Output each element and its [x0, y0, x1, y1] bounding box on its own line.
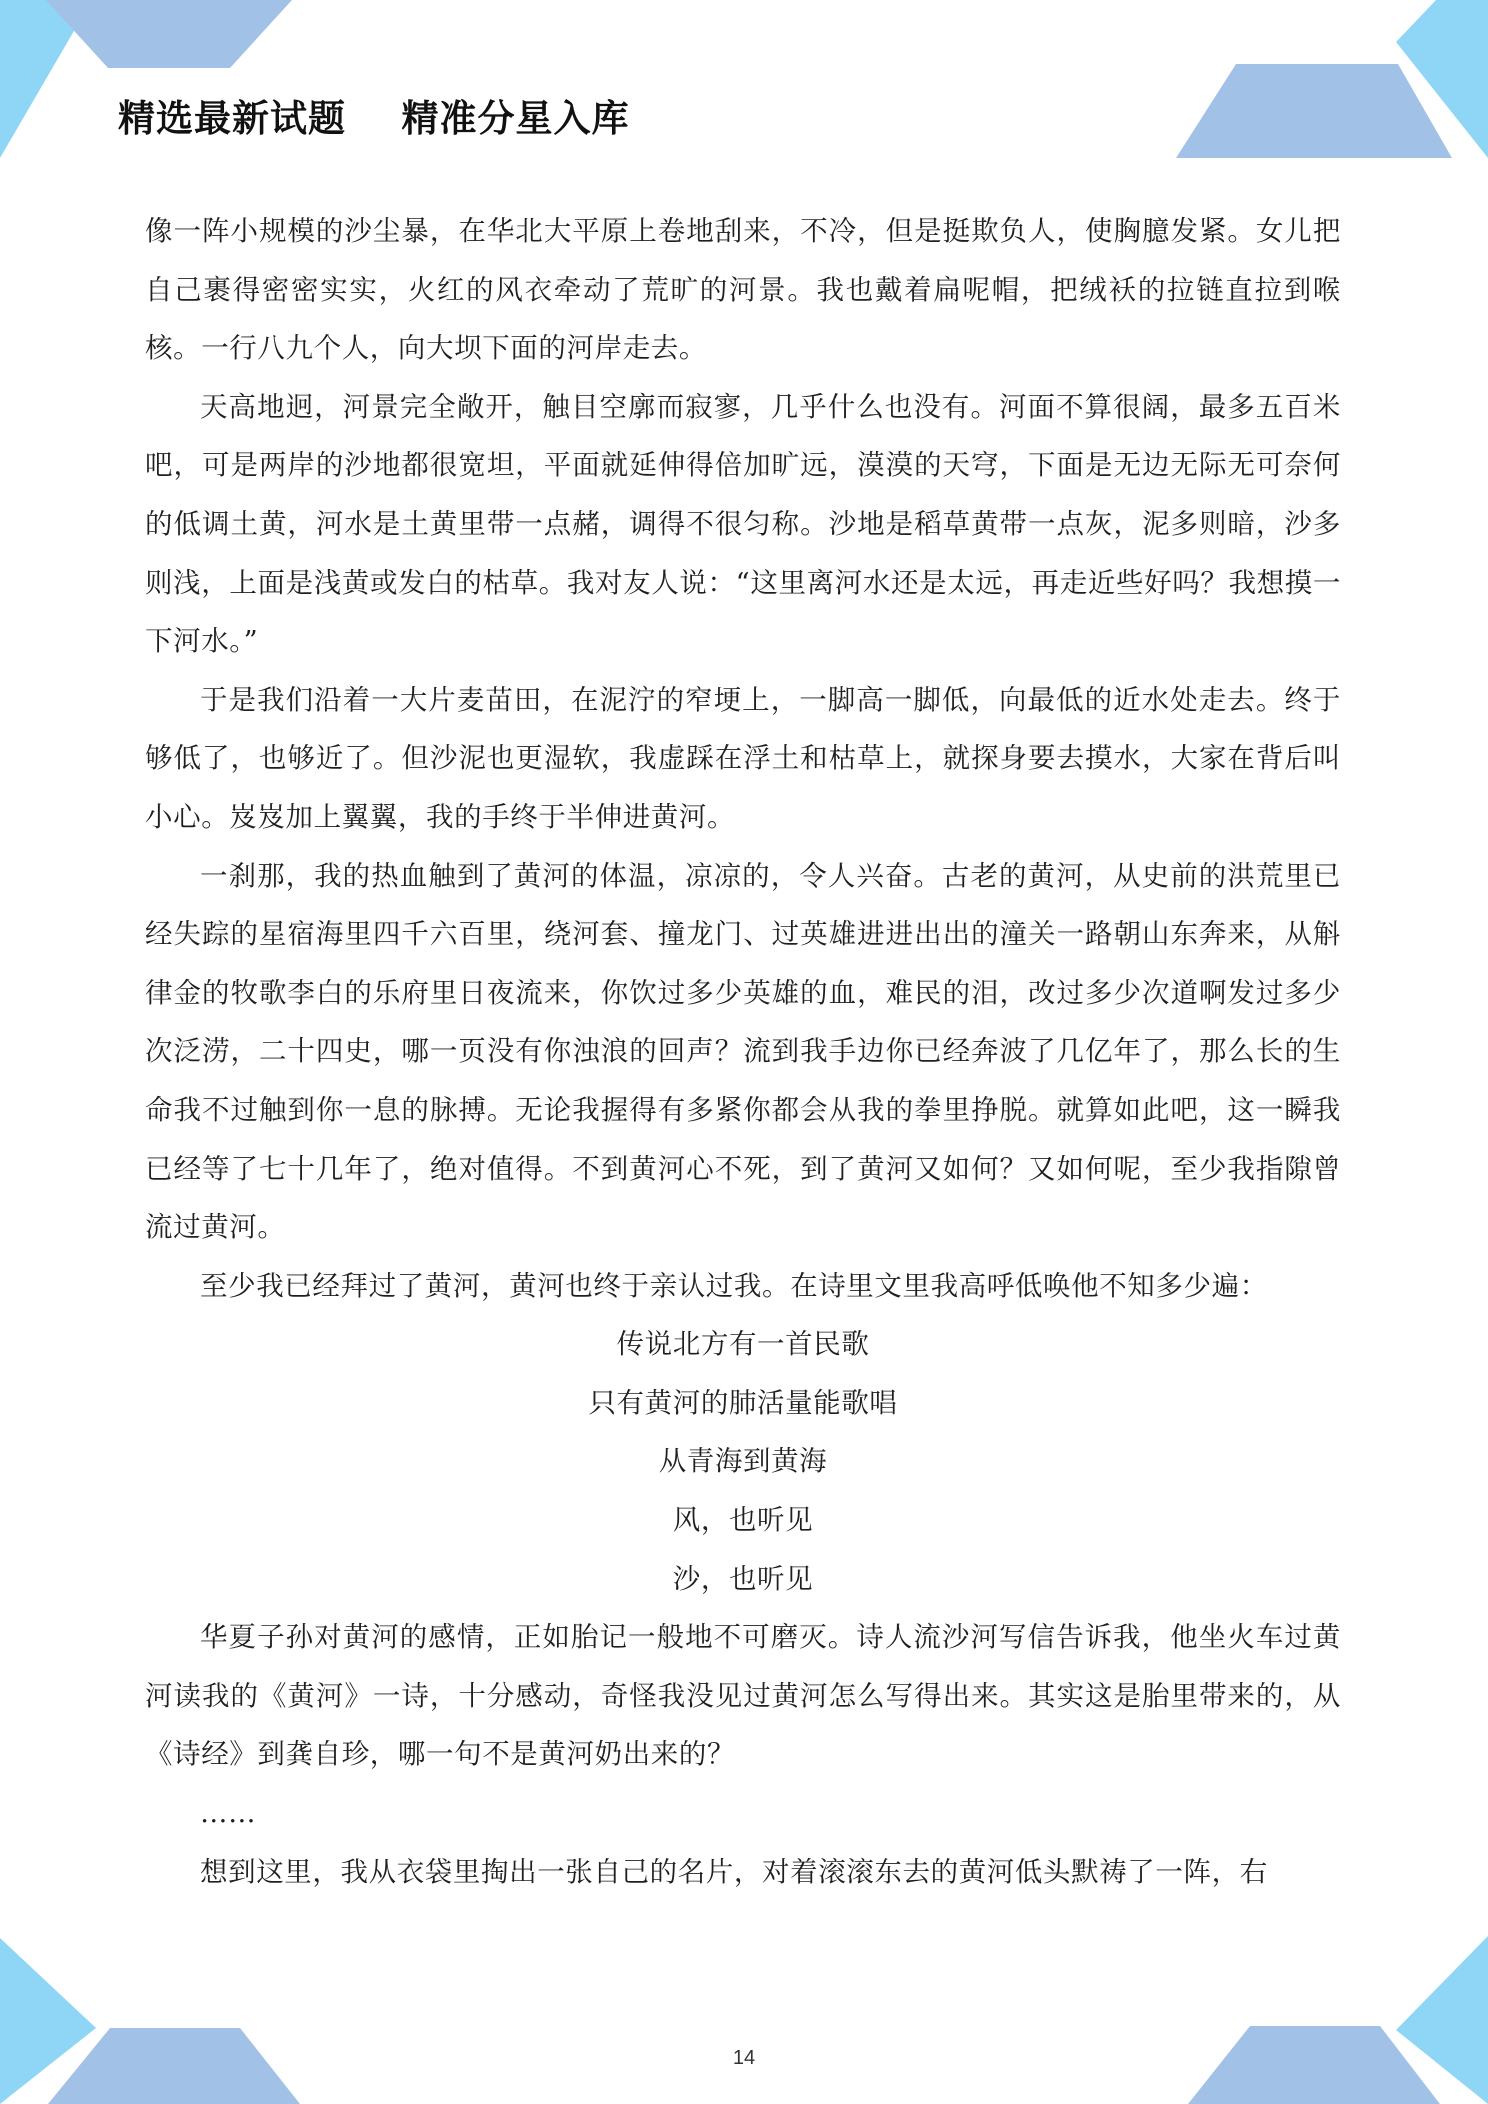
header-title: 精选最新试题 精准分星入库 [118, 97, 630, 140]
poem-line: 传说北方有一首民歌 [616, 1328, 870, 1361]
top-right-trapezoid [1176, 64, 1452, 158]
poem-line: 风，也听见 [672, 1504, 814, 1537]
poem-line: 沙，也听见 [672, 1562, 814, 1595]
paragraph: 至少我已经拜过了黄河，黄河也终于亲认过我。在诗里文里我高呼低唤他不知多少遍： [200, 1269, 1268, 1302]
body-text [145, 202, 1341, 1901]
paragraph: 像一阵小规模的沙尘暴，在华北大平原上卷地刮来，不冷，但是挺欺负人，使胸臆发紧。女儿把自己裹得密密实实，火红的风衣牵动了荒旷的河景。我也戴着扁呢帽，把绒袄的拉链直拉到喉核。一行八九个人，向大坝下面的河岸走去。 [145, 215, 1341, 365]
top-left-trapezoid [46, 0, 292, 68]
page-number: 14 [732, 2047, 756, 2069]
poem-line: 只有黄河的肺活量能歌唱 [588, 1386, 898, 1419]
poem-line: 从青海到黄海 [658, 1445, 828, 1478]
paragraph: 一刹那，我的热血触到了黄河的体温，凉凉的，令人兴奋。古老的黄河，从史前的洪荒里已经失踪的星宿海里四千六百里，绕河套、撞龙门、过英雄进进出出的潼关一路朝山东奔来，从斛律金的牧歌李白的乐府里日夜流来，你饮过多少英雄的血，难民的泪，改过多少次道啊发过多少次泛涝，二十四史，哪一页没有你浊浪的回声？流到我手边你已经奔波了几亿年了，那么长的生命我不过触到你一息的脉搏。无论我握得有多紧你都会从我的拳里挣脱。就算如此吧，这一瞬我已经等了七十几年了，绝对值得。不到黄河心不死，到了黄河又如何？又如何呢，至少我指隙曾流过黄河。 [145, 859, 1341, 1244]
paragraph: 想到这里，我从衣袋里掏出一张自己的名片，对着滚滚东去的黄河低头默祷了一阵，右 [200, 1855, 1268, 1888]
paragraph: 华夏子孙对黄河的感情，正如胎记一般地不可磨灭。诗人流沙河写信告诉我，他坐火车过黄河读我的《黄河》一诗，十分感动，奇怪我没见过黄河怎么写得出来。其实这是胎里带来的，从《诗经》到龚自珍，哪一句不是黄河奶出来的？ [145, 1621, 1341, 1771]
paragraph: 天高地迥，河景完全敞开，触目空廓而寂寥，几乎什么也没有。河面不算很阔，最多五百米吧，可是两岸的沙地都很宽坦，平面就延伸得倍加旷远，漠漠的天穹，下面是无边无际无可奈何的低调土黄，河水是土黄里带一点赭，调得不很匀称。沙地是稻草黄带一点灰，泥多则暗，沙多则浅，上面是浅黄或发白的枯草。我对友人说：“这里离河水还是太远，再走近些好吗？我想摸一下河水。” [145, 390, 1341, 658]
ellipsis: …… [200, 1797, 257, 1830]
poem [145, 1315, 1341, 1608]
paragraph: 于是我们沿着一大片麦苗田，在泥泞的窄埂上，一脚高一脚低，向最低的近水处走去。终于够低了，也够近了。但沙泥也更湿软，我虚踩在浮土和枯草上，就探身要去摸水，大家在背后叫小心。岌岌加上翼翼，我的手终于半伸进黄河。 [145, 683, 1341, 833]
